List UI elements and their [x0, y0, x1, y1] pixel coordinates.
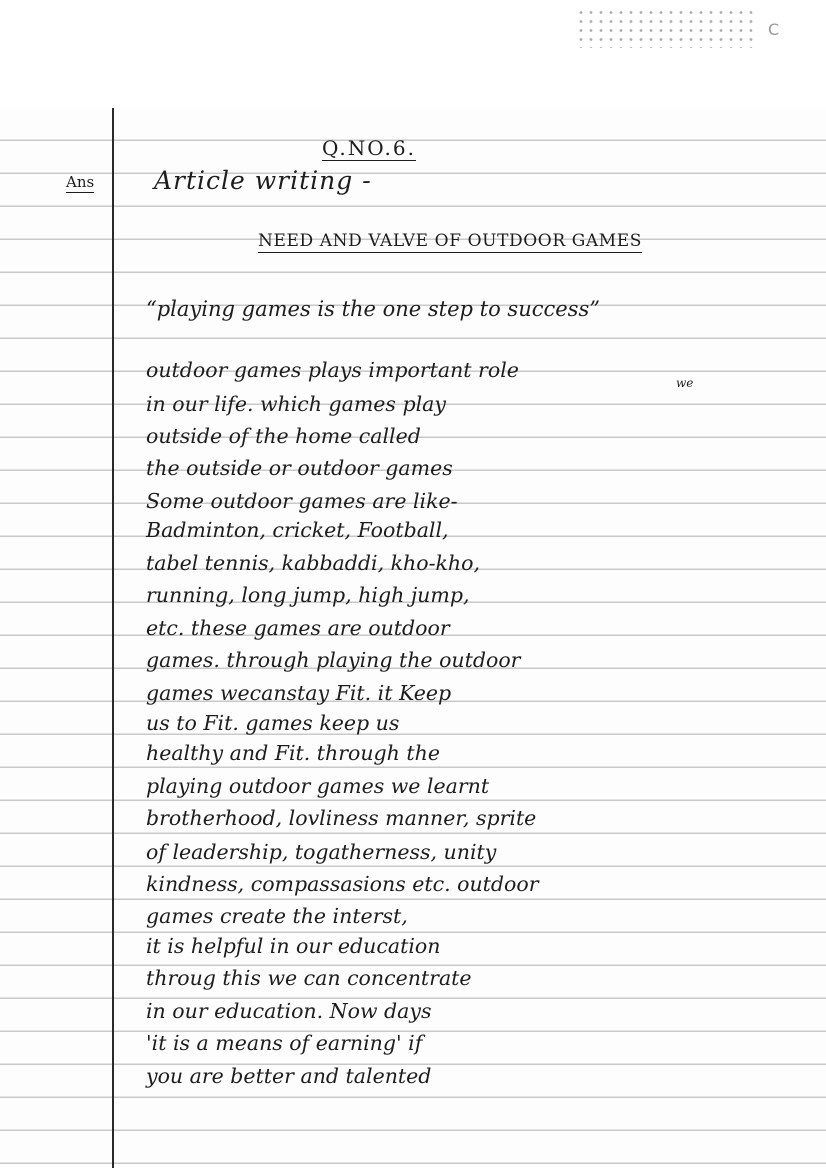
text-line: in our education. Now days	[146, 999, 432, 1023]
text-line: of leadership, togatherness, unity	[146, 840, 497, 864]
text-line: us to Fit. games keep us	[146, 711, 400, 735]
perforation-dots	[576, 8, 756, 48]
text-line: in our life. which games play	[146, 392, 446, 416]
insert-note: we	[676, 376, 694, 390]
corner-mark: C	[768, 20, 780, 39]
text-line: kindness, compassasions etc. outdoor	[146, 872, 539, 896]
answer-label: Ans	[66, 173, 95, 191]
text-line: tabel tennis, kabbaddi, kho-kho,	[146, 551, 480, 575]
text-line: games create the interst,	[146, 904, 408, 928]
article-heading: Article writing -	[154, 166, 372, 195]
text-line: running, long jump, high jump,	[146, 583, 470, 607]
text-line: Badminton, cricket, Football,	[146, 518, 449, 542]
margin-line	[112, 108, 114, 1168]
article-title: NEED AND VALVE OF OUTDOOR GAMES	[258, 231, 643, 251]
text-line: 'it is a means of earning' if	[146, 1031, 423, 1055]
text-line: games. through playing the outdoor	[146, 648, 521, 672]
text-line: games wecanstay Fit. it Keep	[146, 681, 452, 705]
text-line: brotherhood, lovliness manner, sprite	[146, 806, 537, 830]
text-line: playing outdoor games we learnt	[146, 774, 490, 798]
text-line: outdoor games plays important role	[146, 358, 519, 382]
text-line: the outside or outdoor games	[146, 456, 453, 480]
text-line: etc. these games are outdoor	[146, 616, 450, 640]
question-number: Q.NO.6.	[322, 136, 416, 160]
text-line: Some outdoor games are like-	[146, 489, 458, 513]
text-line: you are better and talented	[146, 1064, 432, 1088]
text-line: healthy and Fit. through the	[146, 741, 440, 765]
opening-quote: “playing games is the one step to success”	[146, 297, 600, 321]
text-line: outside of the home called	[146, 424, 421, 448]
text-line: it is helpful in our education	[146, 934, 441, 958]
text-line: throug this we can concentrate	[146, 966, 472, 990]
